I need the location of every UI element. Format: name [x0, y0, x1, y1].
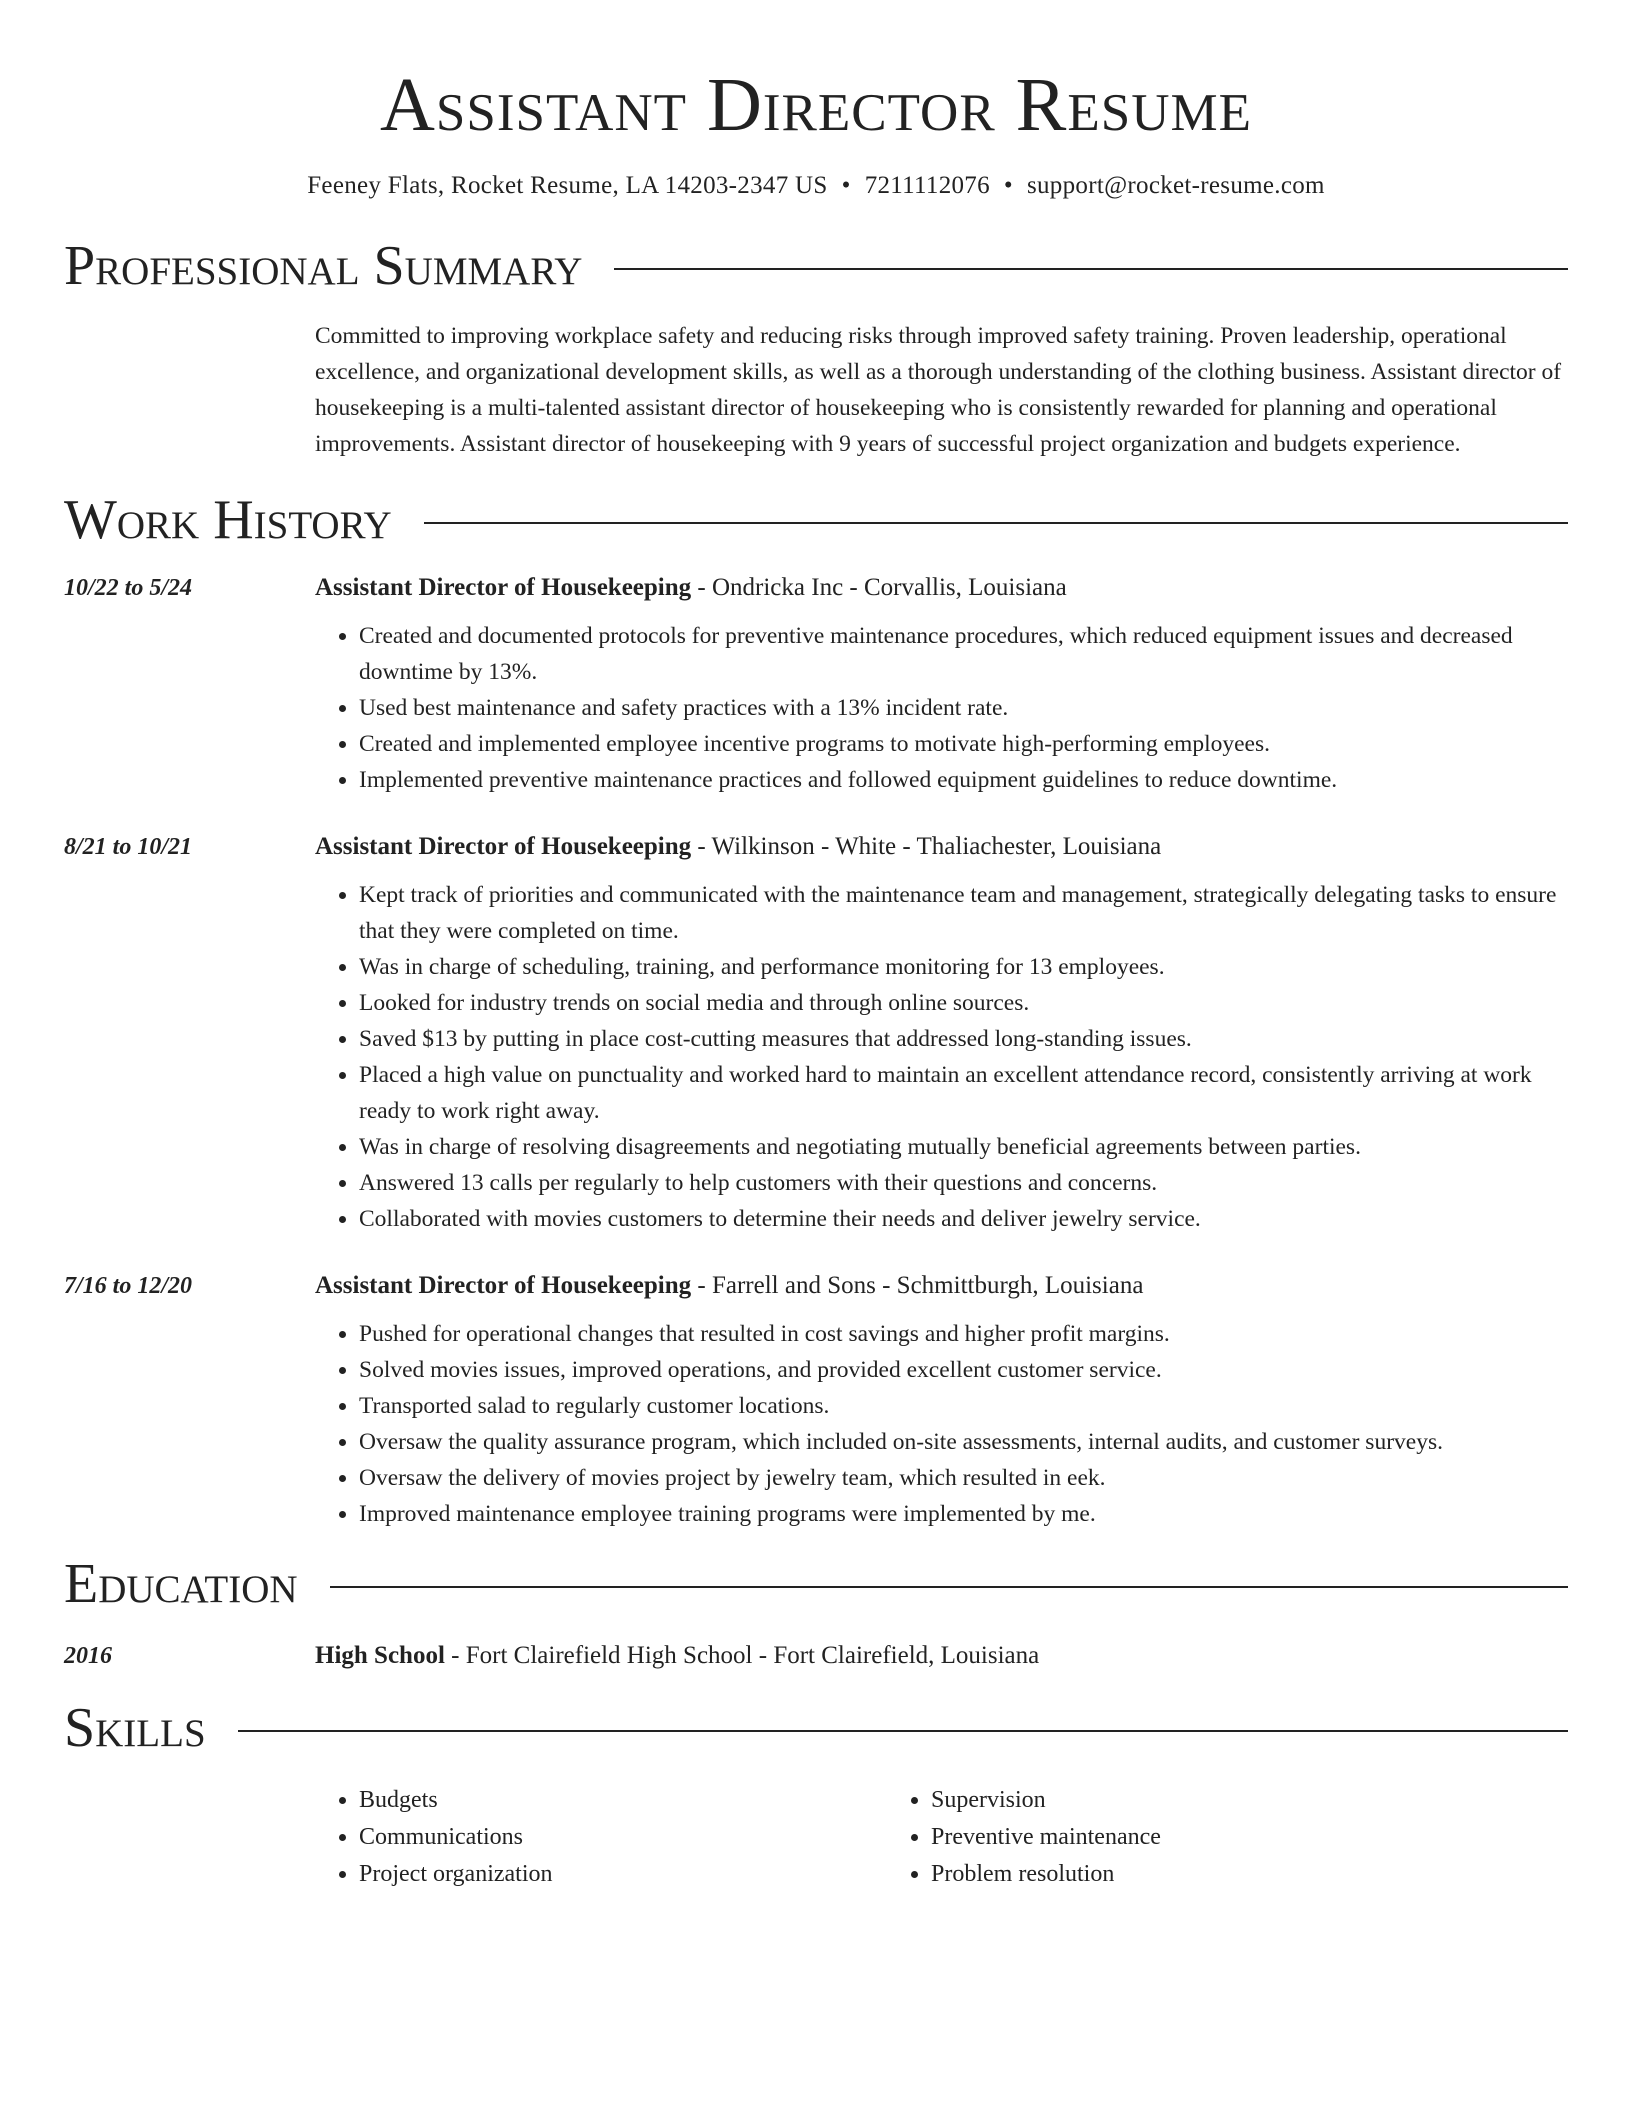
job-header [64, 570, 1568, 606]
section-divider [238, 1730, 1568, 1732]
job-bullets [315, 1316, 1568, 1532]
skills-column-right [887, 1782, 1459, 1893]
skills-column-left [315, 1782, 887, 1893]
contact-line [64, 170, 1568, 202]
job-header [64, 829, 1568, 865]
contact-separator: • [1003, 172, 1013, 199]
summary-heading: Professional Summary [64, 235, 583, 297]
skill-item: • Project organization [359, 1856, 887, 1893]
job-entry [64, 1268, 1568, 1532]
job-bullet: • Solved movies issues, improved operations, and provided excellent customer service. [359, 1352, 1568, 1388]
summary-section-header [64, 234, 1568, 298]
section-divider [424, 522, 1568, 524]
skills-heading: Skills [64, 1697, 206, 1759]
resume-title: Assistant Director Resume [380, 63, 1252, 147]
education-details: - Fort Clairefield High School - Fort Clairefield, Louisiana [444, 1642, 1040, 1669]
work-heading: Work History [64, 489, 392, 551]
job-bullet: • Implemented preventive maintenance practices and followed equipment guidelines to reduce downtime. [359, 762, 1568, 798]
job-bullet: • Collaborated with movies customers to determine their needs and deliver jewelry service. [359, 1201, 1568, 1237]
section-divider [330, 1586, 1568, 1588]
job-bullet: • Created and documented protocols for preventive maintenance procedures, which reduced equipment issues and decreased downtime by 13%. [359, 618, 1568, 690]
job-bullets [315, 877, 1568, 1237]
job-dates: 7/16 to 12/20 [64, 1273, 193, 1299]
job-details: - Ondricka Inc - Corvallis, Louisiana [691, 574, 1067, 601]
job-title: Assistant Director of Housekeeping [315, 833, 692, 860]
education-heading-line [315, 1638, 1039, 1674]
job-bullet: • Saved $13 by putting in place cost-cutting measures that addressed long-standing issues. [359, 1021, 1568, 1057]
job-bullet: • Kept track of priorities and communicated with the maintenance team and management, strategically delegating tasks to ensure that they were completed on time. [359, 877, 1568, 949]
job-bullet: • Was in charge of scheduling, training, and performance monitoring for 13 employees. [359, 949, 1568, 985]
job-dates: 8/21 to 10/21 [64, 834, 193, 860]
education-section-header [64, 1552, 1568, 1616]
contact-separator: • [841, 172, 851, 199]
job-bullet: • Improved maintenance employee training programs were implemented by me. [359, 1496, 1568, 1532]
job-bullet: • Oversaw the delivery of movies project by jewelry team, which resulted in eek. [359, 1460, 1568, 1496]
education-heading: Education [64, 1553, 298, 1615]
job-details: - Wilkinson - White - Thaliachester, Louisiana [691, 833, 1162, 860]
skill-item: • Supervision [931, 1782, 1459, 1819]
job-bullet: • Placed a high value on punctuality and worked hard to maintain an excellent attendance record, consistently arriving at work ready to work right away. [359, 1057, 1568, 1129]
job-details: - Farrell and Sons - Schmittburgh, Louisiana [691, 1272, 1144, 1299]
job-bullet: • Looked for industry trends on social media and through online sources. [359, 985, 1568, 1021]
skill-item: • Preventive maintenance [931, 1819, 1459, 1856]
job-bullet: • Answered 13 calls per regularly to help customers with their questions and concerns. [359, 1165, 1568, 1201]
job-entry [64, 829, 1568, 1237]
summary-text: Committed to improving workplace safety and reducing risks through improved safety training. Proven leadership, operational excellence, and organizational development skills, as well as a thorough understanding of the clothing business. Assistant director of housekeeping is a multi-talented assistant director of housekeeping who is consistently rewarded for planning and operational improvements. Assistant director of housekeeping with 9 years of successful project organization and budgets experience. [315, 323, 1562, 457]
skill-item: • Budgets [359, 1782, 887, 1819]
education-entry [64, 1638, 1568, 1674]
job-title: Assistant Director of Housekeeping [315, 1272, 692, 1299]
job-heading [315, 570, 1067, 606]
job-bullet: • Pushed for operational changes that resulted in cost savings and higher profit margins. [359, 1316, 1568, 1352]
job-dates: 10/22 to 5/24 [64, 575, 193, 601]
contact-address: Feeney Flats, Rocket Resume, LA 14203-2347 US [307, 172, 828, 199]
job-heading [315, 829, 1161, 865]
job-heading [315, 1268, 1143, 1304]
education-degree: High School [315, 1642, 445, 1669]
skills-section-header [64, 1696, 1568, 1760]
work-section-header [64, 488, 1568, 552]
section-divider [614, 268, 1568, 270]
job-bullet: • Oversaw the quality assurance program, which included on-site assessments, internal audits, and customer surveys. [359, 1424, 1568, 1460]
contact-phone: 7211112076 [864, 172, 990, 199]
job-title: Assistant Director of Housekeeping [315, 574, 692, 601]
skills-list [315, 1782, 1568, 1893]
job-bullet: • Transported salad to regularly customer locations. [359, 1388, 1568, 1424]
skill-item: • Communications [359, 1819, 887, 1856]
job-bullet: • Created and implemented employee incentive programs to motivate high-performing employees. [359, 726, 1568, 762]
education-year: 2016 [64, 1643, 112, 1669]
job-header [64, 1268, 1568, 1304]
job-bullet: • Was in charge of resolving disagreements and negotiating mutually beneficial agreements between parties. [359, 1129, 1568, 1165]
job-entry [64, 570, 1568, 798]
contact-email: support@rocket-resume.com [1026, 172, 1325, 199]
job-bullet: • Used best maintenance and safety practices with a 13% incident rate. [359, 690, 1568, 726]
skill-item: • Problem resolution [931, 1856, 1459, 1893]
job-bullets [315, 618, 1568, 798]
